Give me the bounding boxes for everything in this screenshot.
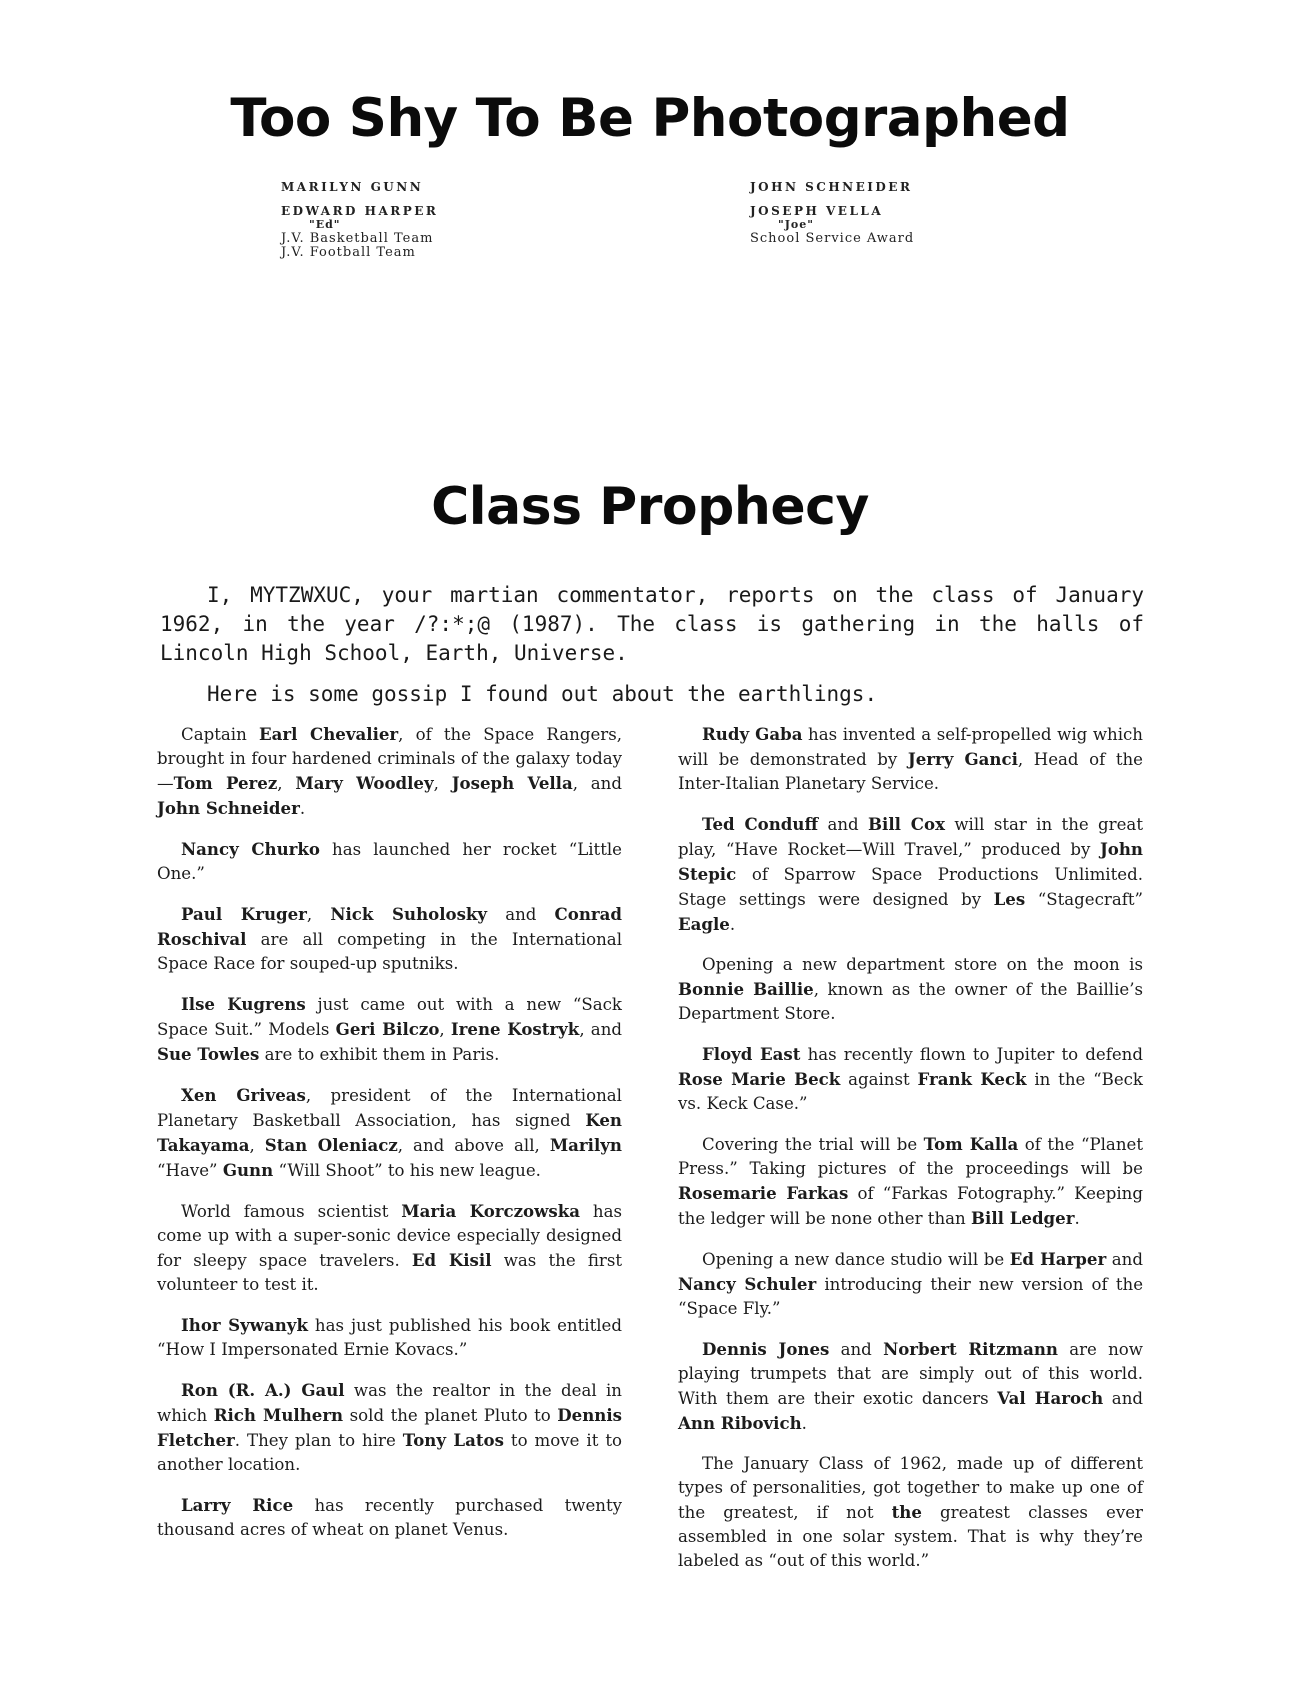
classmate-name: Bill Ledger xyxy=(971,1208,1075,1228)
prophecy-paragraph: Rudy Gaba has invented a self-propelled wig which will be demonstrated by Jerry Ganci, Head of the Inter-Italian Planetary Service. xyxy=(678,724,1143,793)
classmate-name: Stan Oleniacz xyxy=(264,1135,398,1155)
classmate-name: Mary Woodley xyxy=(295,773,434,793)
classmate-name: Jerry Ganci xyxy=(907,749,1018,769)
classmate-name: Maria Korczowska xyxy=(401,1201,580,1221)
intro-gossip-line: Here is some gossip I found out about the earthlings. xyxy=(207,682,878,706)
classmate-name: Ed Harper xyxy=(1009,1249,1107,1269)
classmate-name: Earl Chevalier xyxy=(258,724,399,744)
classmate-name: Ed Kisil xyxy=(411,1250,492,1270)
prophecy-paragraph: Xen Griveas, president of the International Planetary Basketball Association, has signed Ken Takayama, Stan Oleniacz, and above all, Marilyn “Have” Gunn “Will Shoot” to his new league. xyxy=(157,1085,622,1180)
classmate-name: Nancy Schuler xyxy=(678,1274,817,1294)
classmate-name: Geri Bilczo xyxy=(335,1019,440,1039)
classmate-name: John Stepic xyxy=(678,839,1143,884)
classmate-name: Larry Rice xyxy=(181,1495,294,1515)
classmate-name: Conrad Roschival xyxy=(157,904,622,949)
prophecy-paragraph: Covering the trial will be Tom Kalla of the “Planet Press.” Taking pictures of the proceedings will be Rosemarie Farkas of “Farkas Fotography.” Keeping the ledger will be none other than Bill Ledger. xyxy=(678,1134,1144,1228)
classmate-name: Dennis Jones xyxy=(702,1339,830,1359)
classmate-name: Eagle xyxy=(678,914,730,934)
classmate-name: Irene Kostryk xyxy=(450,1019,580,1039)
classmate-name: Rosemarie Farkas xyxy=(678,1183,849,1203)
prophecy-paragraph: Ihor Sywanyk has just published his book entitled “How I Impersonated Ernie Kovacs.” xyxy=(157,1315,622,1359)
classmate-name: Val Haroch xyxy=(997,1388,1104,1408)
shy-names-right xyxy=(750,180,914,246)
shy-person-activity: J.V. Football Team xyxy=(281,245,416,260)
section-title-shy: Too Shy To Be Photographed xyxy=(230,88,1070,149)
classmate-name: Frank Keck xyxy=(917,1069,1027,1089)
classmate-name: John Schneider xyxy=(157,798,300,818)
classmate-name: Paul Kruger xyxy=(181,904,307,924)
prophecy-paragraph: Ilse Kugrens just came out with a new “Sack Space Suit.” Models Geri Bilczo, Irene Kostryk, and Sue Towles are to exhibit them in Paris. xyxy=(157,994,622,1064)
classmate-name: Ken Takayama xyxy=(157,1110,622,1155)
prophecy-paragraph: Opening a new department store on the moon is Bonnie Baillie, known as the owner of the Baillie’s Department Store. xyxy=(678,955,1143,1023)
shy-person-name: JOSEPH VELLA xyxy=(750,204,884,218)
shy-names-left xyxy=(281,180,438,260)
prophecy-paragraph: Ron (R. A.) Gaul was the realtor in the deal in which Rich Mulhern sold the planet Pluto to Dennis Fletcher. They plan to hire Tony Latos to move it to another location. xyxy=(157,1380,623,1474)
classmate-name: Bonnie Baillie xyxy=(678,979,814,999)
prophecy-column-right xyxy=(678,722,1143,1589)
classmate-name: Tom Kalla xyxy=(923,1134,1019,1154)
classmate-name: Floyd East xyxy=(702,1044,801,1064)
classmate-name: Ron (R. A.) Gaul xyxy=(181,1380,345,1400)
classmate-name: Nancy Churko xyxy=(181,839,320,859)
shy-person-name: EDWARD HARPER xyxy=(281,204,439,218)
classmate-name: Marilyn xyxy=(549,1135,622,1155)
classmate-name: Ihor Sywanyk xyxy=(181,1315,308,1335)
prophecy-paragraph: Opening a new dance studio will be Ed Harper and Nancy Schuler introducing their new version of the “Space Fly.” xyxy=(678,1249,1144,1318)
shy-person-activity: School Service Award xyxy=(750,231,915,246)
classmate-name: Rich Mulhern xyxy=(213,1405,344,1425)
shy-person-name: JOHN SCHNEIDER xyxy=(750,180,913,194)
classmate-name: Tom Perez xyxy=(173,773,278,793)
prophecy-paragraph: Nancy Churko has launched her rocket “Little One.” xyxy=(157,839,622,883)
prophecy-paragraph: Paul Kruger, Nick Suholosky and Conrad Roschival are all competing in the International Space Race for souped-up sputniks. xyxy=(157,904,622,973)
classmate-name: Dennis Fletcher xyxy=(157,1405,622,1450)
intro-paragraph: I, MYTZWXUC, your martian commentator, reports on the class of January 1962, in the year /?:*;@ (1987). The class is gathering in the halls of Lincoln High School, Earth, Universe. xyxy=(160,583,1144,665)
shy-person-name: MARILYN GUNN xyxy=(281,180,424,194)
prophecy-paragraph: Dennis Jones and Norbert Ritzmann are now playing trumpets that are simply out of this world. With them are their exotic dancers Val Haroch and Ann Ribovich. xyxy=(678,1339,1144,1433)
prophecy-paragraph: The January Class of 1962, made up of different types of personalities, got together to make up one of the greatest, if not the greatest classes ever assembled in one solar system. That is why they’re labeled as “out of this world.” xyxy=(678,1454,1143,1570)
prophecy-paragraph: World famous scientist Maria Korczowska has come up with a super-sonic device especially designed for sleepy space travelers. Ed Kisil was the first volunteer to test it. xyxy=(157,1201,623,1294)
shy-person-nickname: "Ed" xyxy=(309,218,341,231)
classmate-name: Ted Conduff xyxy=(702,814,819,834)
prophecy-paragraph: Floyd East has recently flown to Jupiter to defend Rose Marie Beck against Frank Keck in the “Beck vs. Keck Case.” xyxy=(678,1044,1143,1113)
prophecy-paragraph: Captain Earl Chevalier, of the Space Rangers, brought in four hardened criminals of the galaxy today—Tom Perez, Mary Woodley, Joseph Vella, and John Schneider. xyxy=(157,724,622,818)
prophecy-paragraph: Ted Conduff and Bill Cox will star in the great play, “Have Rocket—Will Travel,” produced by John Stepic of Sparrow Space Productions Unlimited. Stage settings were designed by Les “Stagecraft” Eagle. xyxy=(678,814,1143,934)
prophecy-paragraph: Larry Rice has recently purchased twenty thousand acres of wheat on planet Venus. xyxy=(157,1495,622,1539)
shy-person-nickname: "Joe" xyxy=(778,218,815,231)
classmate-name: Nick Suholosky xyxy=(330,904,488,924)
classmate-name: Ilse Kugrens xyxy=(181,994,306,1014)
classmate-name: the xyxy=(891,1502,922,1522)
classmate-name: Gunn xyxy=(222,1160,274,1180)
classmate-name: Rudy Gaba xyxy=(702,724,803,744)
classmate-name: Norbert Ritzmann xyxy=(883,1339,1058,1359)
section-title-prophecy: Class Prophecy xyxy=(431,477,869,537)
classmate-name: Sue Towles xyxy=(157,1044,260,1064)
prophecy-column-left xyxy=(157,722,622,1558)
classmate-name: Les xyxy=(993,889,1026,909)
classmate-name: Tony Latos xyxy=(402,1430,504,1450)
classmate-name: Joseph Vella xyxy=(451,773,573,793)
shy-person-activity: J.V. Basketball Team xyxy=(281,231,434,246)
classmate-name: Xen Griveas xyxy=(181,1085,306,1105)
classmate-name: Ann Ribovich xyxy=(678,1413,802,1433)
classmate-name: Bill Cox xyxy=(868,814,945,834)
classmate-name: Rose Marie Beck xyxy=(678,1069,841,1089)
